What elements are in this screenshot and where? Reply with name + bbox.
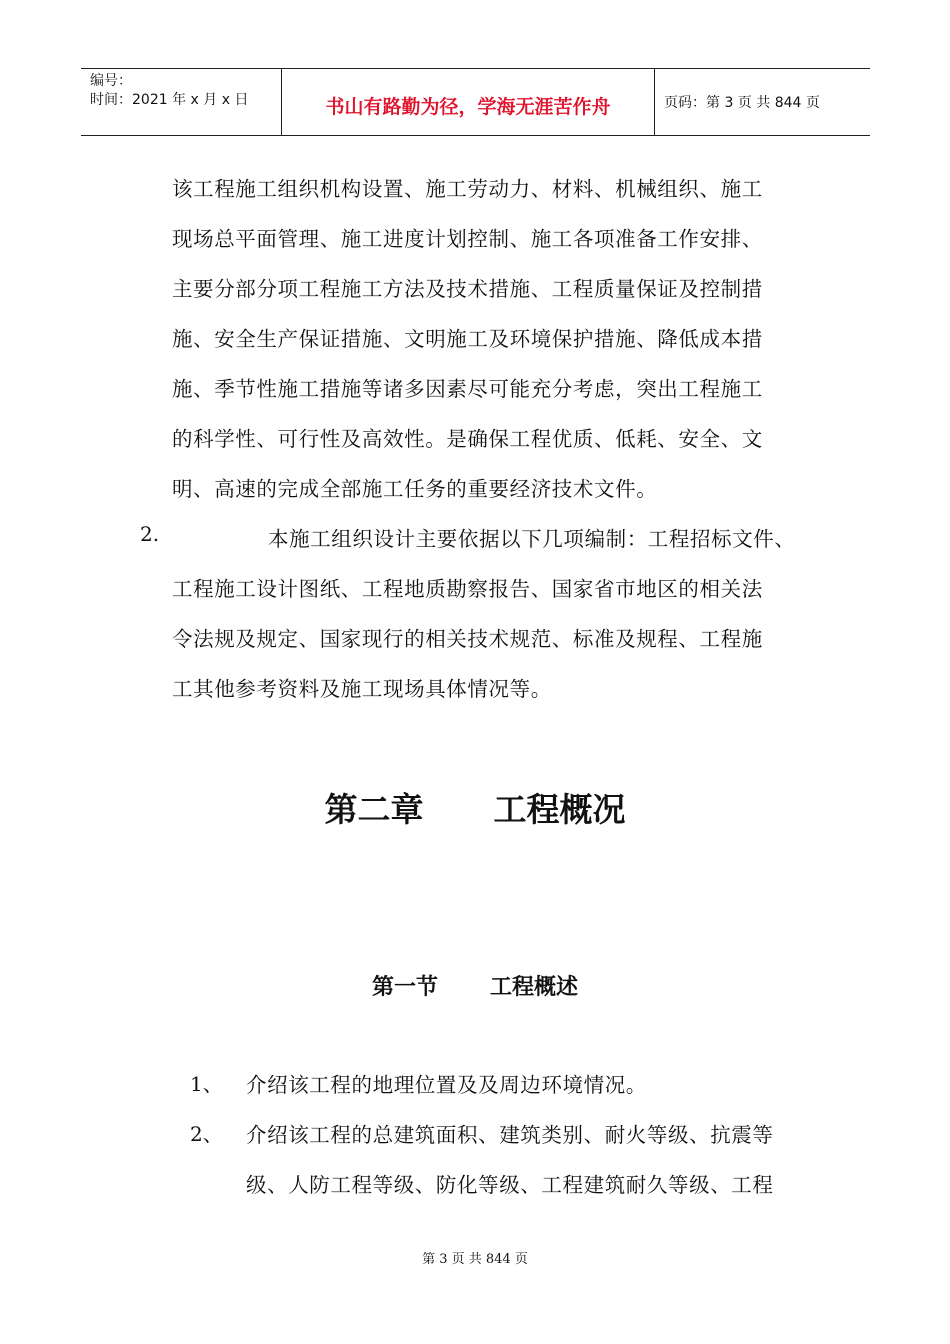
para1-line: 该工程施工组织机构设置、施工劳动力、材料、机械组织、施工 — [172, 177, 763, 201]
header-number-label: 编号： — [90, 73, 132, 89]
header-page-info: 页码：第 3 页 共 844 页 — [664, 95, 820, 111]
chapter-number: 第二章 — [324, 790, 424, 829]
list-item-text: 介绍该工程的地理位置及及周边环境情况。 — [246, 1073, 647, 1097]
section-number: 第一节 — [371, 975, 438, 1000]
list-item-text: 级、人防工程等级、防化等级、工程建筑耐久等级、工程 — [246, 1173, 774, 1197]
para1-line: 主要分部分项工程施工方法及技术措施、工程质量保证及控制措 — [172, 277, 763, 301]
para1-line: 的科学性、可行性及高效性。是确保工程优质、低耗、安全、文 — [172, 427, 763, 451]
header-motto: 书山有路勤为径，学海无涯苦作舟 — [325, 96, 611, 118]
para1-line: 现场总平面管理、施工进度计划控制、施工各项准备工作安排、 — [172, 227, 763, 251]
header-divider-right — [654, 68, 655, 136]
page-footer: 第 3 页 共 844 页 — [422, 1252, 528, 1267]
para1-line: 施、安全生产保证措施、文明施工及环境保护措施、降低成本措 — [172, 327, 763, 351]
chapter-title: 工程概况 — [493, 790, 626, 829]
item2-line: 工程施工设计图纸、工程地质勘察报告、国家省市地区的相关法 — [172, 577, 763, 601]
para1-line: 明、高速的完成全部施工任务的重要经济技术文件。 — [172, 477, 658, 501]
section-title: 工程概述 — [490, 975, 579, 1000]
item2-line: 本施工组织设计主要依据以下几项编制：工程招标文件、 — [268, 527, 796, 551]
list-item-text: 介绍该工程的总建筑面积、建筑类别、耐火等级、抗震等 — [246, 1123, 774, 1147]
item2-line: 工其他参考资料及施工现场具体情况等。 — [172, 677, 552, 701]
para1-line: 施、季节性施工措施等诸多因素尽可能充分考虑，突出工程施工 — [172, 377, 763, 401]
list-item-number: 1、 — [190, 1072, 223, 1096]
section-heading — [0, 970, 950, 1001]
item2-line: 令法规及规定、国家现行的相关技术规范、标准及规程、工程施 — [172, 627, 763, 651]
item2-number: 2. — [140, 522, 160, 546]
header-bottom-rule — [81, 135, 870, 136]
list-item-number: 2、 — [190, 1122, 223, 1146]
header-top-rule — [81, 68, 870, 69]
chapter-heading — [0, 784, 950, 831]
header-date: 时间：2021 年 x 月 x 日 — [90, 92, 249, 108]
